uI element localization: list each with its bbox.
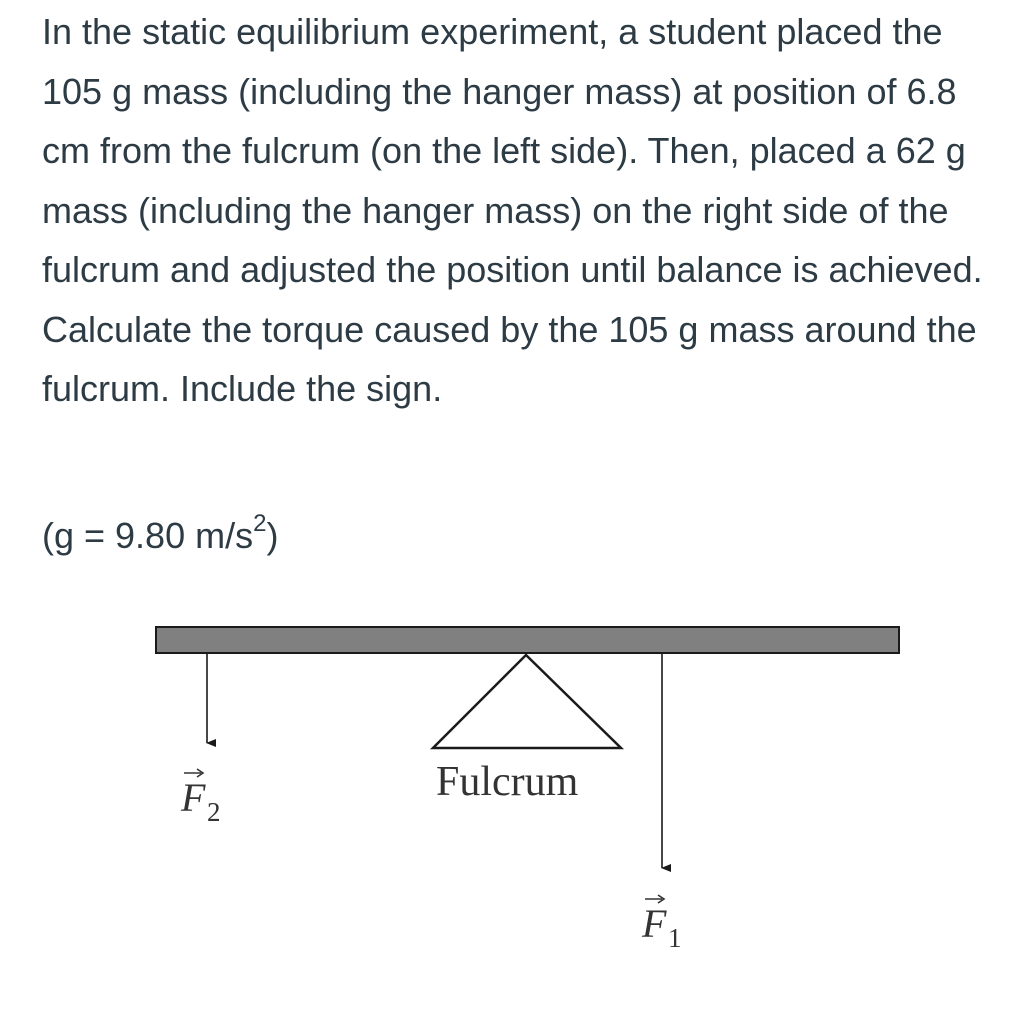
force-label-f2 <box>180 769 221 827</box>
question-text: In the static equilibrium experiment, a student placed the 105 g mass (including the hanger mass) at position of 6.8 cm from the fulcrum (on the left side). Then, placed a 62 g mass (including the hanger mass) on the right side of the fulcrum and adjusted the position until balance is achieved. Calculate the torque caused by the 105 g mass around the fulcrum. Include the sign. <box>42 11 983 409</box>
lever-beam <box>156 627 899 653</box>
fulcrum-label: Fulcrum <box>436 759 579 805</box>
force-label-f1 <box>641 895 682 953</box>
force-subscript-f1: 1 <box>668 923 682 953</box>
force-symbol-f1: F <box>642 901 667 946</box>
gravity-exponent: 2 <box>253 510 267 537</box>
force-symbol-f2: F <box>181 775 206 820</box>
force-subscript-f2: 2 <box>207 797 221 827</box>
gravity-suffix: ) <box>266 515 279 556</box>
gravity-prefix: (g = 9.80 m/s <box>42 515 254 556</box>
fulcrum-triangle <box>433 655 621 748</box>
